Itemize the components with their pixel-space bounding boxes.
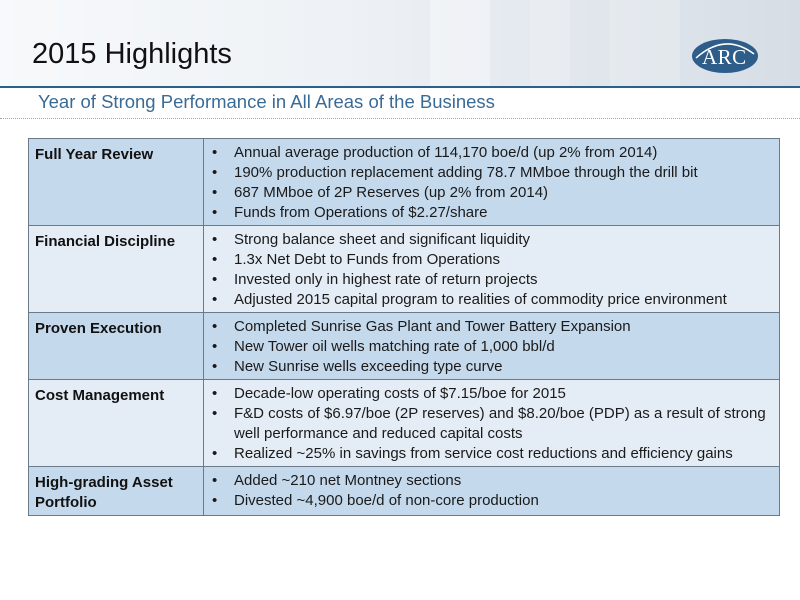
row-category: High-grading Asset Portfolio xyxy=(29,467,204,516)
bullet-marker: • xyxy=(212,492,218,509)
highlights-table xyxy=(28,138,780,516)
bullet-item xyxy=(210,250,773,270)
bullet-item xyxy=(210,384,773,404)
row-bullets-cell xyxy=(204,313,780,380)
bullet-marker: • xyxy=(212,338,218,355)
bullet-text: Strong balance sheet and significant liquidity xyxy=(234,231,531,248)
bullet-text: Decade-low operating costs of $7.15/boe for 2015 xyxy=(234,385,566,402)
header-decor-tile xyxy=(610,0,680,86)
bullet-marker: • xyxy=(212,231,218,248)
bullet-list xyxy=(210,384,773,464)
bullet-marker: • xyxy=(212,358,218,375)
table-row xyxy=(29,226,780,313)
bullet-item xyxy=(210,491,773,511)
bullet-marker: • xyxy=(212,291,218,308)
bullet-marker: • xyxy=(212,445,218,462)
bullet-text: Invested only in highest rate of return projects xyxy=(234,271,538,288)
bullet-marker: • xyxy=(212,318,218,335)
bullet-item xyxy=(210,317,773,337)
row-category: Full Year Review xyxy=(29,139,204,226)
bullet-item xyxy=(210,230,773,250)
bullet-item xyxy=(210,270,773,290)
table-row xyxy=(29,139,780,226)
header-rule xyxy=(0,86,800,88)
bullet-item xyxy=(210,404,773,444)
bullet-text: 687 MMboe of 2P Reserves (up 2% from 2014) xyxy=(234,184,549,201)
bullet-text: New Tower oil wells matching rate of 1,000 bbl/d xyxy=(234,338,555,355)
row-category: Cost Management xyxy=(29,380,204,467)
bullet-marker: • xyxy=(212,164,218,181)
row-category: Proven Execution xyxy=(29,313,204,380)
row-category: Financial Discipline xyxy=(29,226,204,313)
bullet-marker: • xyxy=(212,184,218,201)
bullet-text: F&D costs of $6.97/boe (2P reserves) and $8.20/boe (PDP) as a result of strong well performance and reduced capital costs xyxy=(234,405,766,442)
arc-logo xyxy=(690,36,760,76)
bullet-text: New Sunrise wells exceeding type curve xyxy=(234,358,503,375)
bullet-item xyxy=(210,163,773,183)
bullet-text: Completed Sunrise Gas Plant and Tower Battery Expansion xyxy=(234,318,631,335)
row-bullets-cell xyxy=(204,467,780,516)
dotted-divider xyxy=(0,118,800,119)
bullet-text: Adjusted 2015 capital program to realities of commodity price environment xyxy=(234,291,727,308)
bullet-marker: • xyxy=(212,204,218,221)
bullet-text: Funds from Operations of $2.27/share xyxy=(234,204,488,221)
bullet-list xyxy=(210,143,773,223)
bullet-item xyxy=(210,143,773,163)
bullet-marker: • xyxy=(212,251,218,268)
bullet-item xyxy=(210,357,773,377)
bullet-list xyxy=(210,471,773,511)
arc-logo-text: ARC xyxy=(702,45,747,69)
bullet-marker: • xyxy=(212,271,218,288)
row-bullets-cell xyxy=(204,139,780,226)
bullet-text: 1.3x Net Debt to Funds from Operations xyxy=(234,251,500,268)
bullet-item xyxy=(210,203,773,223)
table-row xyxy=(29,380,780,467)
header-decor-tile xyxy=(430,0,490,86)
bullet-list xyxy=(210,317,773,377)
header-decor-tile xyxy=(530,0,570,86)
bullet-marker: • xyxy=(212,405,218,422)
bullet-marker: • xyxy=(212,385,218,402)
bullet-item xyxy=(210,471,773,491)
slide-subtitle: Year of Strong Performance in All Areas of the Business xyxy=(38,91,495,112)
bullet-item xyxy=(210,444,773,464)
bullet-item xyxy=(210,290,773,310)
row-bullets-cell xyxy=(204,380,780,467)
highlights-table-body xyxy=(29,139,780,516)
bullet-item xyxy=(210,337,773,357)
bullet-text: Realized ~25% in savings from service cost reductions and efficiency gains xyxy=(234,445,733,462)
table-row xyxy=(29,467,780,516)
bullet-list xyxy=(210,230,773,310)
bullet-text: Divested ~4,900 boe/d of non-core production xyxy=(234,492,539,509)
table-row xyxy=(29,313,780,380)
slide-title: 2015 Highlights xyxy=(32,38,232,70)
bullet-marker: • xyxy=(212,144,218,161)
bullet-marker: • xyxy=(212,472,218,489)
bullet-item xyxy=(210,183,773,203)
bullet-text: Added ~210 net Montney sections xyxy=(234,472,462,489)
row-bullets-cell xyxy=(204,226,780,313)
bullet-text: Annual average production of 114,170 boe/d (up 2% from 2014) xyxy=(234,144,658,161)
bullet-text: 190% production replacement adding 78.7 MMboe through the drill bit xyxy=(234,164,698,181)
